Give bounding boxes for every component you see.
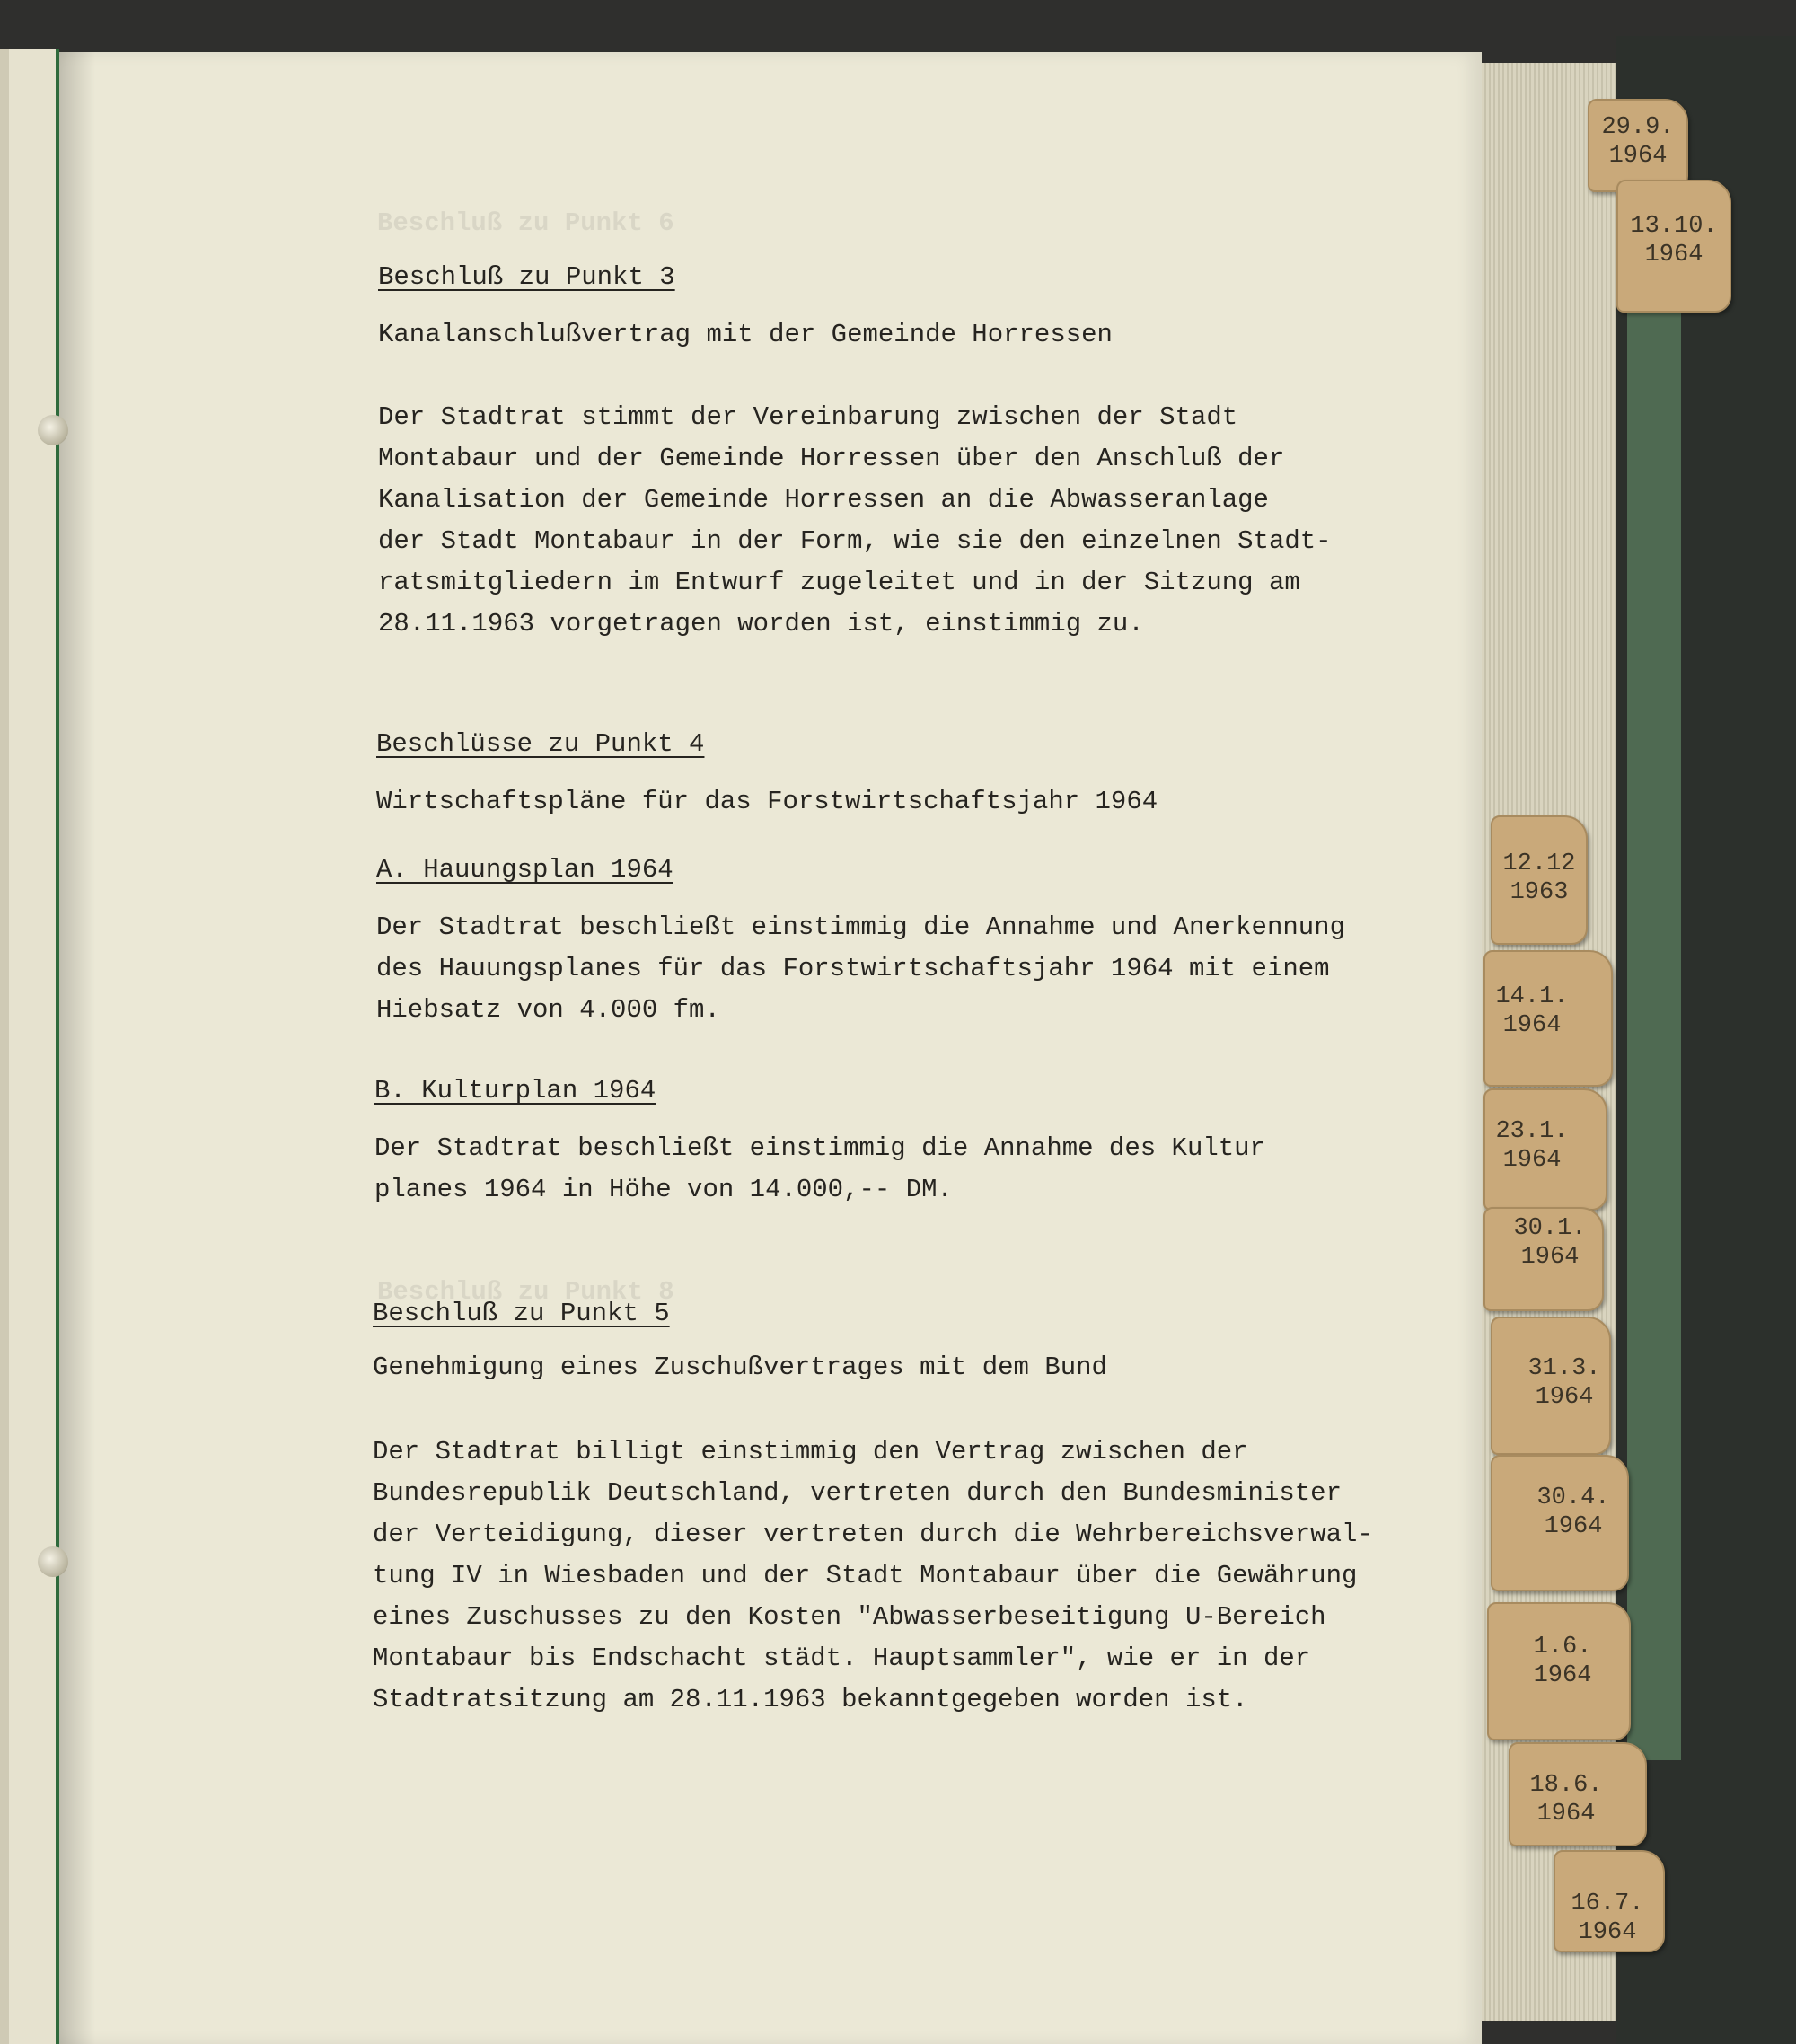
body-line: eines Zuschusses zu den Kosten "Abwasserbeseitigung U-Bereich — [373, 1602, 1326, 1632]
body-line: 28.11.1963 vorgetragen worden ist, einstimmig zu. — [378, 609, 1144, 639]
body-line: Montabaur und der Gemeinde Horressen über den Anschluß der — [378, 444, 1285, 473]
index-tab-label: 1.6. 1964 — [1533, 1634, 1592, 1689]
body-line: des Hauungsplanes für das Forstwirtschaftsjahr 1964 mit einem — [376, 954, 1330, 983]
heading-punkt-3: Beschluß zu Punkt 3 — [378, 262, 675, 292]
index-tab[interactable] — [1491, 1317, 1611, 1455]
body-line: ratsmitgliedern im Entwurf zugeleitet und in der Sitzung am — [378, 568, 1300, 597]
body-line: der Stadt Montabaur in der Form, wie sie den einzelnen Stadt- — [378, 526, 1332, 556]
show-through-text: Beschluß zu Punkt 8 — [377, 1277, 674, 1307]
page-gutter-shadow — [59, 52, 95, 2044]
heading-punkt-4: Beschlüsse zu Punkt 4 — [376, 729, 705, 759]
subject-punkt-5: Genehmigung eines Zuschußvertrages mit dem Bund — [373, 1352, 1107, 1382]
body-line: Der Stadtrat beschließt einstimmig die Annahme des Kultur — [374, 1133, 1265, 1163]
index-tab[interactable] — [1616, 180, 1731, 313]
binder-ring-bottom — [38, 1546, 68, 1577]
heading-kulturplan: B. Kulturplan 1964 — [374, 1076, 656, 1106]
show-through-text: Beschluß zu Punkt 6 — [377, 208, 674, 238]
index-tab-label: 14.1. 1964 — [1495, 983, 1569, 1039]
index-tab[interactable] — [1491, 815, 1588, 945]
body-line: der Verteidigung, dieser vertreten durch die Wehrbereichsverwal- — [373, 1520, 1373, 1549]
index-tab-label: 23.1. 1964 — [1495, 1118, 1569, 1174]
body-line: Der Stadtrat billigt einstimmig den Vertrag zwischen der — [373, 1437, 1248, 1467]
body-line: Der Stadtrat stimmt der Vereinbarung zwischen der Stadt — [378, 402, 1238, 432]
index-tab-label: 29.9. 1964 — [1601, 114, 1675, 170]
index-tab[interactable] — [1509, 1742, 1647, 1846]
heading-punkt-5: Beschluß zu Punkt 5 — [373, 1299, 670, 1328]
index-tab[interactable] — [1491, 1455, 1629, 1591]
document-page — [59, 52, 1482, 2044]
body-line: Kanalisation der Gemeinde Horressen an die Abwasseranlage — [378, 485, 1269, 515]
body-line: Der Stadtrat beschließt einstimmig die Annahme und Anerkennung — [376, 912, 1345, 942]
index-tab[interactable] — [1483, 1088, 1607, 1211]
index-tab-label: 13.10. 1964 — [1630, 213, 1718, 269]
subject-punkt-4: Wirtschaftspläne für das Forstwirtschaftsjahr 1964 — [376, 787, 1158, 816]
index-tab[interactable] — [1554, 1850, 1665, 1952]
index-tab[interactable] — [1483, 950, 1613, 1087]
subject-punkt-3: Kanalanschlußvertrag mit der Gemeinde Horressen — [378, 320, 1113, 349]
index-tab-label: 18.6. 1964 — [1529, 1772, 1603, 1828]
binder-ring-top — [38, 415, 68, 445]
body-line: Stadtratsitzung am 28.11.1963 bekanntgegeben worden ist. — [373, 1685, 1248, 1714]
index-tab-label: 30.4. 1964 — [1536, 1485, 1610, 1540]
body-line: Bundesrepublik Deutschland, vertreten durch den Bundesminister — [373, 1478, 1342, 1508]
body-line: tung IV in Wiesbaden und der Stadt Montabaur über die Gewährung — [373, 1561, 1358, 1590]
body-line: planes 1964 in Höhe von 14.000,-- DM. — [374, 1175, 953, 1204]
heading-hauungsplan: A. Hauungsplan 1964 — [376, 855, 674, 885]
index-tab-label: 16.7. 1964 — [1571, 1890, 1644, 1946]
index-tab-label: 12.12 1963 — [1502, 850, 1576, 906]
index-tab[interactable] — [1588, 99, 1688, 192]
binder-left-edge — [0, 49, 9, 2044]
index-tab-label: 31.3. 1964 — [1527, 1355, 1601, 1411]
index-tab-label: 30.1. 1964 — [1513, 1215, 1587, 1271]
index-tab[interactable] — [1483, 1207, 1604, 1311]
body-line: Montabaur bis Endschacht städt. Hauptsammler", wie er in der — [373, 1643, 1311, 1673]
binder-cover-spine — [1627, 305, 1681, 1760]
index-tab[interactable] — [1487, 1602, 1631, 1740]
body-line: Hiebsatz von 4.000 fm. — [376, 995, 720, 1025]
